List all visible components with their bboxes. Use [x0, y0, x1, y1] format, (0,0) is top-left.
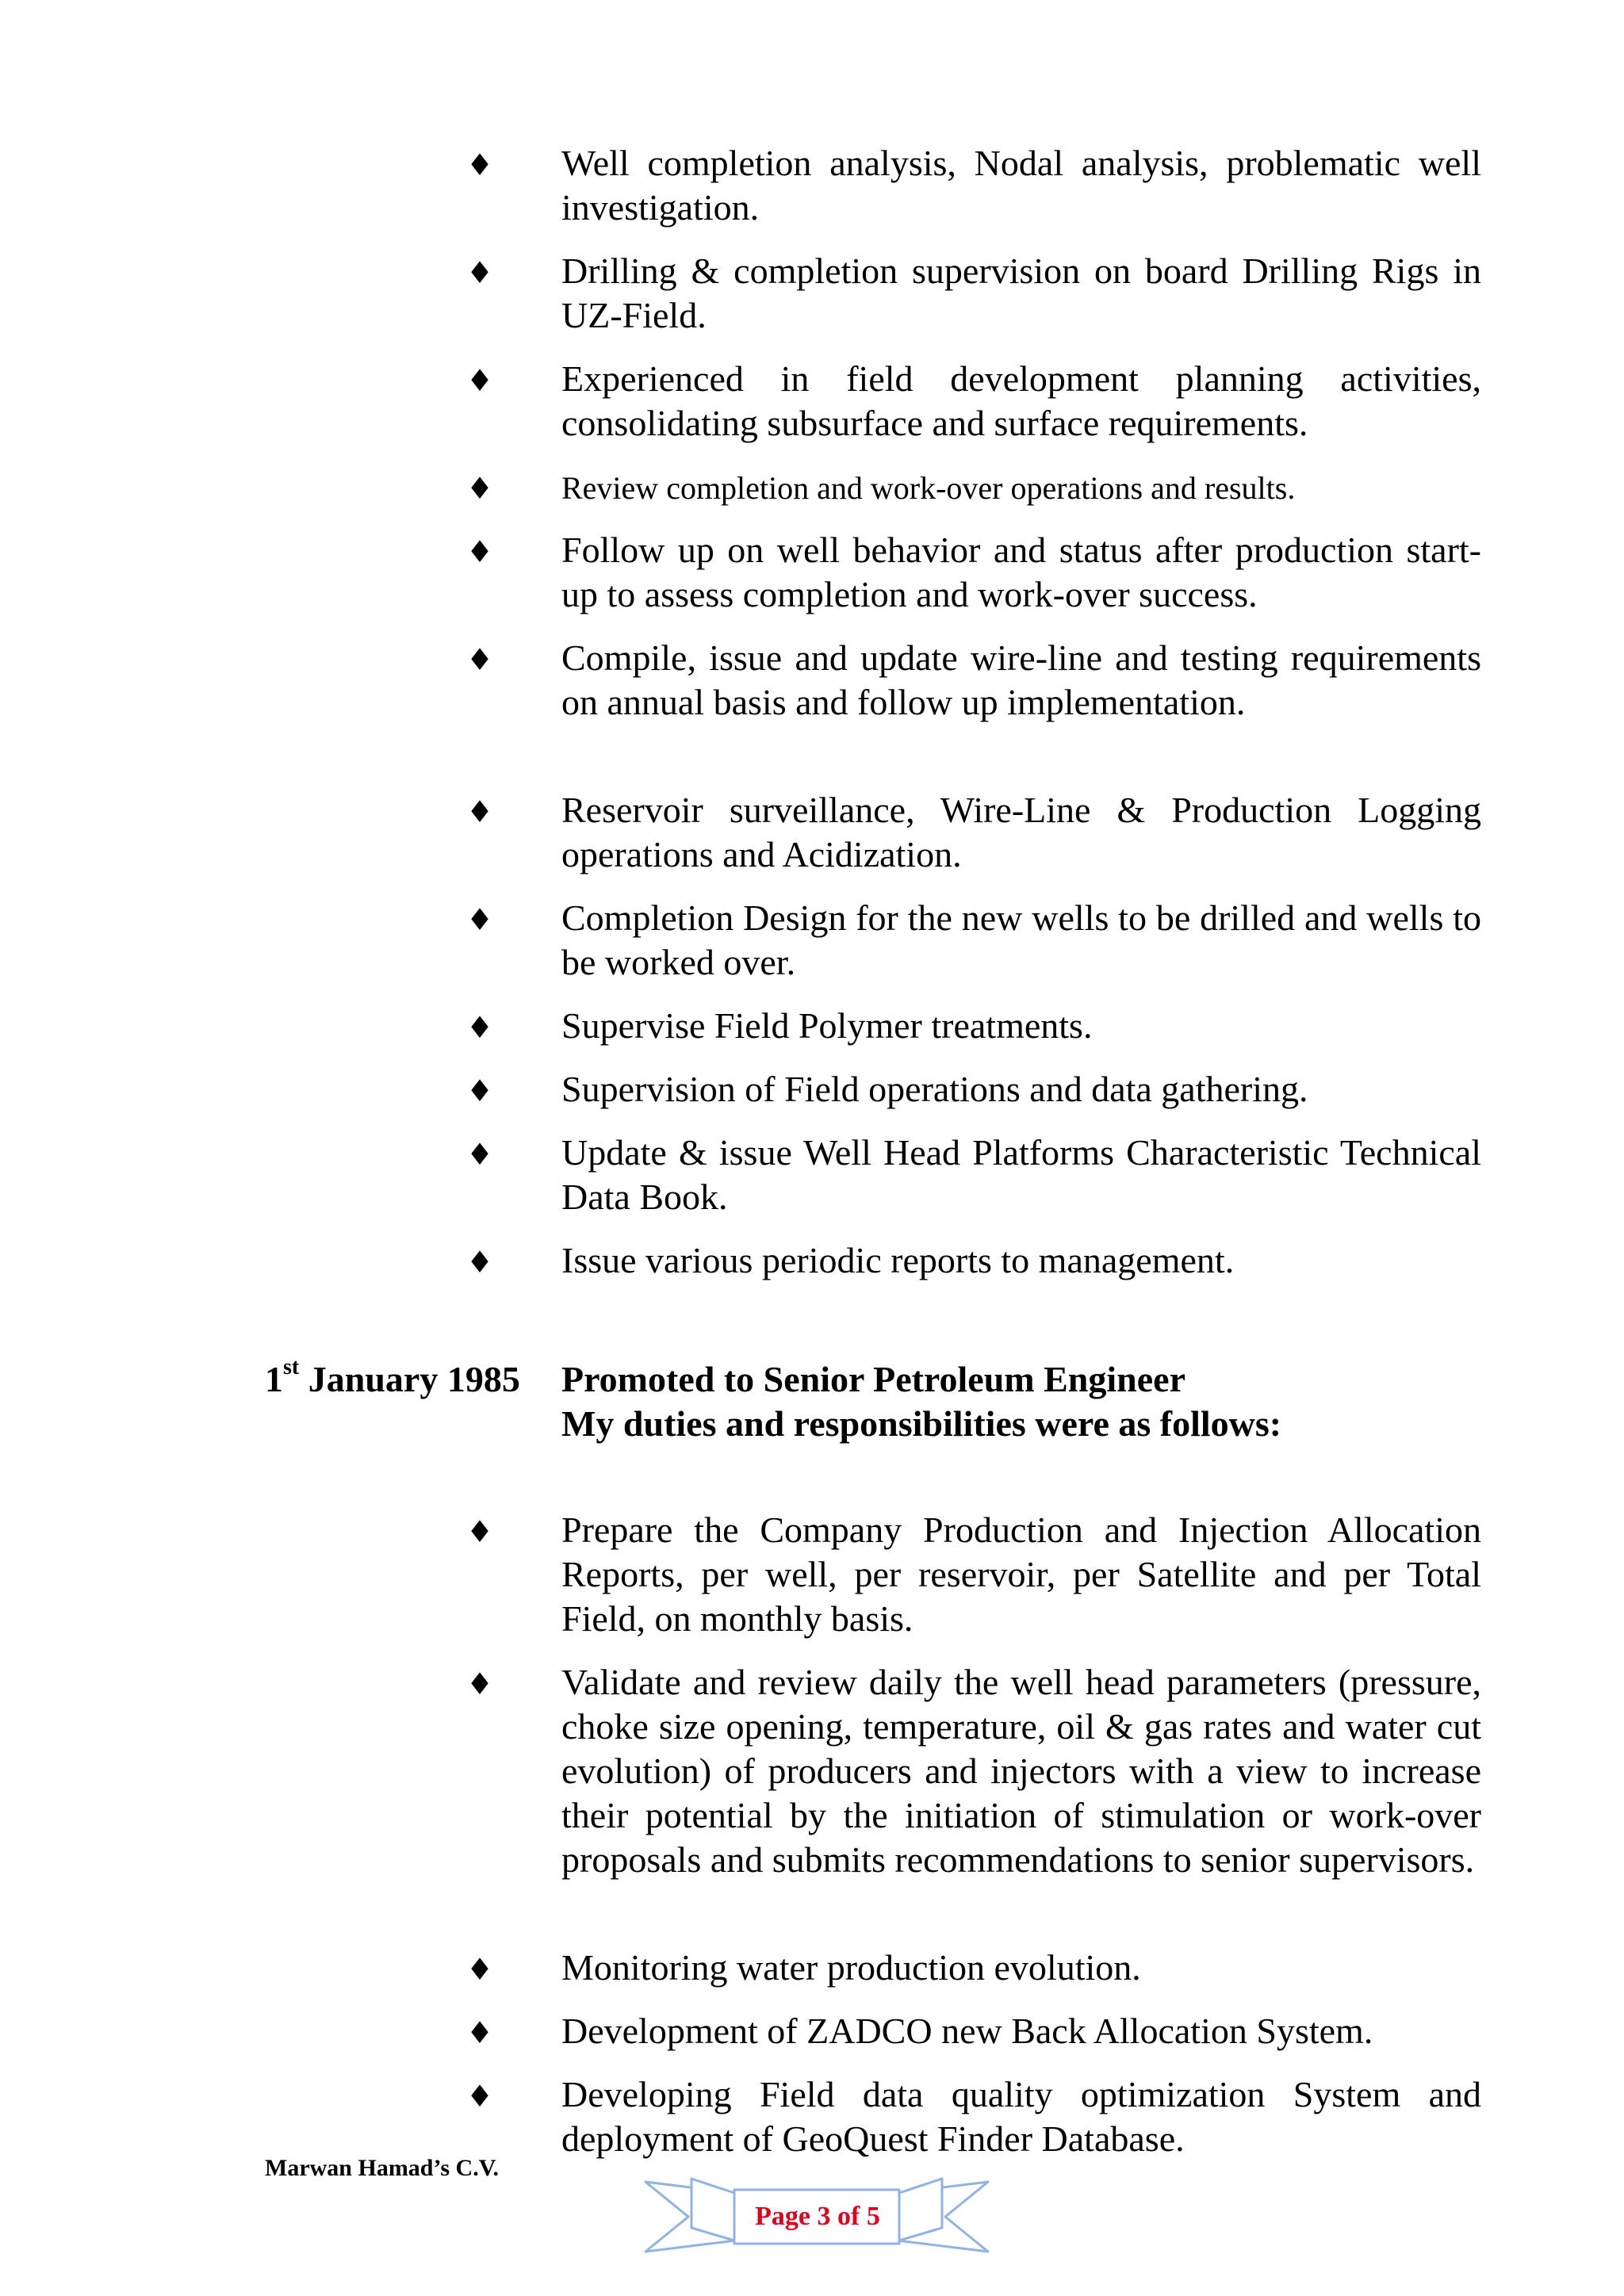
list-item-text: Validate and review daily the well head parameters (pressure, choke size opening, temperature, oil & gas rates and water cut evolution) of producers and injectors with a view to increase their potential by the initiation of stimulation or work-over proposals and submits recommendations to senior supervisors. — [561, 1662, 1481, 1880]
list-item-text: Review completion and work-over operations and results. — [561, 470, 1296, 506]
list-item-text: Follow up on well behavior and status after production start-up to assess completion and work-over success. — [561, 530, 1481, 614]
list-item-text: Supervise Field Polymer treatments. — [561, 1005, 1093, 1046]
list-item-text: Drilling & completion supervision on board Drilling Rigs in UZ-Field. — [561, 251, 1481, 335]
list-item-text: Issue various periodic reports to management. — [561, 1240, 1235, 1280]
diamond-bullet-icon: ♦ — [466, 1245, 494, 1280]
diamond-bullet-icon: ♦ — [466, 1667, 494, 1701]
list-item-text: Development of ZADCO new Back Allocation System. — [561, 2011, 1373, 2051]
diamond-bullet-icon: ♦ — [466, 902, 494, 937]
diamond-bullet-icon: ♦ — [466, 2079, 494, 2114]
list-item-text: Update & issue Well Head Platforms Characteristic Technical Data Book. — [561, 1132, 1481, 1217]
list-item-text: Well completion analysis, Nodal analysis, problematic well investigation. — [561, 143, 1481, 228]
diamond-bullet-icon: ♦ — [466, 1952, 494, 1987]
list-item-text: Supervision of Field operations and data gathering. — [561, 1069, 1308, 1109]
diamond-bullet-icon: ♦ — [466, 471, 494, 506]
page-number-label: Page 3 of 5 — [755, 2202, 880, 2231]
list-item-text: Developing Field data quality optimization System and deployment of GeoQuest Finder Database. — [561, 2074, 1481, 2159]
list-item-text: Experienced in field development planning activities, consolidating subsurface and surface requirements. — [561, 358, 1481, 443]
diamond-bullet-icon: ♦ — [466, 1010, 494, 1045]
diamond-bullet-icon: ♦ — [466, 2015, 494, 2050]
section-heading — [561, 1357, 1481, 1446]
diamond-bullet-icon: ♦ — [466, 534, 494, 569]
section-title: Promoted to Senior Petroleum Engineer — [561, 1359, 1185, 1399]
section-subtitle: My duties and responsibilities were as follows: — [561, 1403, 1282, 1444]
diamond-bullet-icon: ♦ — [466, 1073, 494, 1108]
section-date-suffix: st — [283, 1355, 300, 1380]
list-item-text: Reservoir surveillance, Wire-Line & Production Logging operations and Acidization. — [561, 790, 1481, 874]
list-item-text: Completion Design for the new wells to be drilled and wells to be worked over. — [561, 897, 1481, 982]
section-date-rest: January 1985 — [299, 1359, 520, 1399]
list-item-text: Monitoring water production evolution. — [561, 1947, 1141, 1988]
diamond-bullet-icon: ♦ — [466, 642, 494, 677]
diamond-bullet-icon: ♦ — [466, 147, 494, 182]
section-date-day: 1 — [265, 1359, 283, 1399]
diamond-bullet-icon: ♦ — [466, 363, 494, 398]
section-date — [265, 1357, 520, 1402]
diamond-bullet-icon: ♦ — [466, 794, 494, 829]
list-item-text: Prepare the Company Production and Injection Allocation Reports, per well, per reservoir, per Satellite and per Total Field, on monthly basis. — [561, 1510, 1481, 1639]
diamond-bullet-icon: ♦ — [466, 1137, 494, 1172]
diamond-bullet-icon: ♦ — [466, 1514, 494, 1549]
diamond-bullet-icon: ♦ — [466, 255, 494, 290]
footer-cv-name: Marwan Hamad’s C.V. — [265, 2155, 500, 2181]
list-item-text: Compile, issue and update wire-line and testing requirements on annual basis and follow up implementation. — [561, 637, 1481, 722]
